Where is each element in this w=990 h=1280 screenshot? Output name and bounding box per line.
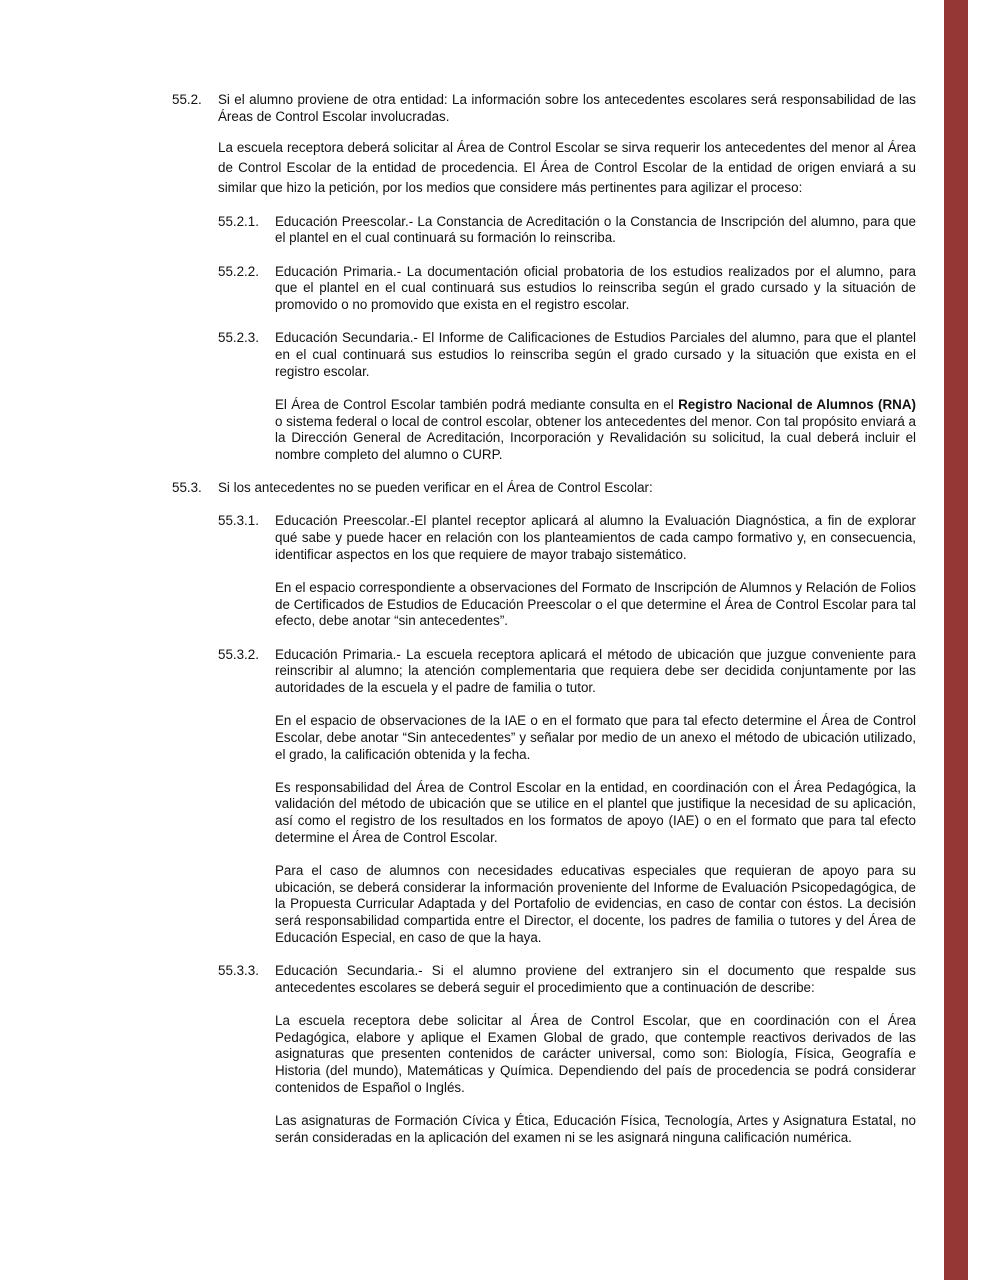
- paragraph: La escuela receptora debe solicitar al Área de Control Escolar, que en coordinación con el Área Pedagógica, elabore y aplique el Examen Global de grado, que contemple reactivos derivados de las asignaturas que presenten contenidos de carácter universal, como son: Biología, Física, Geografía e Historia (del mundo), Matemáticas y Química. Dependiendo del país de procedencia se podrá considerar contenidos de Español o Inglés.: [275, 1013, 916, 1095]
- decorative-side-bar: [944, 0, 968, 1280]
- subsection-number: 55.2.2.: [218, 263, 259, 279]
- subsection-text: Educación Secundaria.- El Informe de Calificaciones de Estudios Parciales del alumno, para que el plantel en el cual continuará sus estudios lo reinscriba según el grado cursado y la situación que exista en el registro escolar.: [275, 330, 916, 379]
- subsection-55-3-2: [218, 647, 916, 697]
- subsection-text: Educación Preescolar.-El plantel receptor aplicará al alumno la Evaluación Diagnóstica, a fin de explorar qué sabe y puede hacer en relación con los planteamientos de cada campo formativo y, en consecuencia, identificar aspectos en los que requiere de mayor trabajo sistemático.: [275, 513, 916, 562]
- section-heading-text: Si el alumno proviene de otra entidad: La información sobre los antecedentes escolares será responsabilidad de las Áreas de Control Escolar involucradas.: [218, 92, 916, 124]
- subsection-text: Educación Primaria.- La escuela receptora aplicará el método de ubicación que juzgue conveniente para reinscribir al alumno; la atención complementaria que requiera debe ser decidida conjuntamente por las autoridades de la escuela y el padre de familia o tutor.: [275, 646, 916, 695]
- subsection-number: 55.3.2.: [218, 646, 259, 662]
- section-55-2: [172, 92, 916, 125]
- subsection-number: 55.2.3.: [218, 330, 259, 346]
- rna-text-after: o sistema federal o local de control escolar, obtener los antecedentes del menor. Con tal propósito enviará a la Dirección General de Acreditación, Incorporación y Revalidación su solicitud, la cual deberá incluir el nombre completo del alumno o CURP.: [275, 413, 916, 462]
- subsection-55-2-3: [218, 330, 916, 380]
- document-body: [172, 92, 916, 1146]
- subsection-55-2-1: [218, 214, 916, 247]
- subsection-text: Educación Preescolar.- La Constancia de Acreditación o la Constancia de Inscripción del alumno, para que el plantel en el cual continuará su formación lo reinscriba.: [275, 213, 916, 246]
- subsection-number: 55.2.1.: [218, 213, 259, 229]
- paragraph: La escuela receptora deberá solicitar al Área de Control Escolar se sirva requerir los antecedentes del menor al Área de Control Escolar de la entidad de procedencia. El Área de Control Escolar de la entidad de origen enviará a su similar que hizo la petición, por los medios que considere más pertinentes para agilizar el proceso:: [218, 140, 916, 195]
- section-55-3: [172, 480, 916, 497]
- subsection-55-3-1: [218, 513, 916, 563]
- paragraph: Para el caso de alumnos con necesidades educativas especiales que requieran de apoyo para su ubicación, se deberá considerar la información proveniente del Informe de Evaluación Psicopedagógica, de la Propuesta Curricular Adaptada y del Portafolio de evidencias, en caso de contar con éstos. La decisión será responsabilidad compartida entre el Director, el docente, los padres de familia o tutores y del Área de Educación Especial, en caso de que la haya.: [275, 863, 916, 945]
- subsection-text: Educación Secundaria.- Si el alumno proviene del extranjero sin el documento que respalde sus antecedentes escolares se deberá seguir el procedimiento que a continuación de describe:: [275, 963, 916, 995]
- paragraph: Las asignaturas de Formación Cívica y Ética, Educación Física, Tecnología, Artes y Asignatura Estatal, no serán consideradas en la aplicación del examen ni se les asignará ninguna calificación numérica.: [275, 1113, 916, 1145]
- section-number: 55.3.: [172, 480, 202, 496]
- rna-text-before: El Área de Control Escolar también podrá mediante consulta en el: [275, 396, 679, 412]
- subsection-55-3-3: [218, 963, 916, 996]
- subsection-55-2-2: [218, 264, 916, 314]
- rna-bold-text: Registro Nacional de Alumnos (RNA): [678, 396, 916, 412]
- section-number: 55.2.: [172, 92, 202, 107]
- subsection-text: Educación Primaria.- La documentación oficial probatoria de los estudios realizados por el alumno, para que el plantel en el cual continuará sus estudios lo reinscriba según el grado cursado y la situación de promovido o no promovido que exista en el registro escolar.: [275, 263, 916, 312]
- subsection-number: 55.3.1.: [218, 513, 259, 529]
- paragraph: Es responsabilidad del Área de Control Escolar en la entidad, en coordinación con el Área Pedagógica, la validación del método de ubicación que se utilice en el plantel que justifique la necesidad de su aplicación, así como el registro de los resultados en los formatos de apoyo (IAE) o en el formato que para tal efecto determine el Área de Control Escolar.: [275, 779, 916, 845]
- paragraph-rna: [275, 397, 916, 464]
- paragraph: En el espacio correspondiente a observaciones del Formato de Inscripción de Alumnos y Relación de Folios de Certificados de Estudios de Educación Preescolar o el que determine el Área de Control Escolar para tal efecto, debe anotar “sin antecedentes”.: [275, 579, 916, 629]
- paragraph: En el espacio de observaciones de la IAE o en el formato que para tal efecto determine el Área de Control Escolar, debe anotar “Sin antecedentes” y señalar por medio de un anexo el método de ubicación utilizado, el grado, la calificación obtenida y la fecha.: [275, 713, 916, 762]
- section-heading-text: Si los antecedentes no se pueden verificar en el Área de Control Escolar:: [218, 480, 653, 496]
- subsection-number: 55.3.3.: [218, 963, 259, 979]
